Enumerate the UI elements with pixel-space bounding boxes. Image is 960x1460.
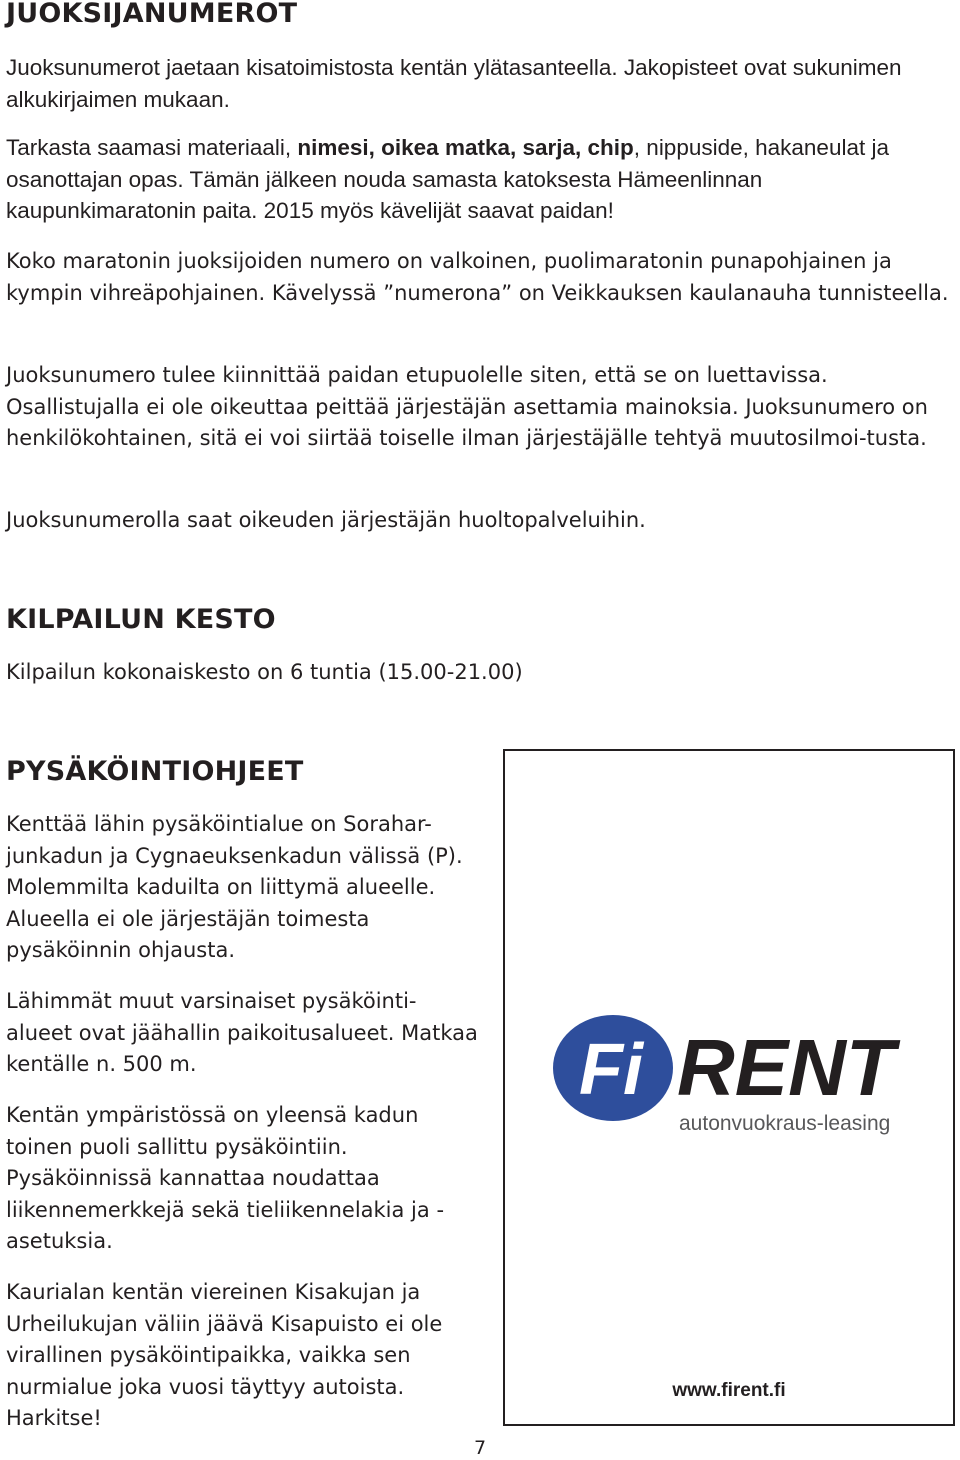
section-title-kilpailun-kesto: KILPAILUN KESTO — [6, 604, 276, 635]
paragraph-check-materials — [6, 132, 951, 227]
page-number: 7 — [474, 1437, 487, 1459]
firent-logo-tagline: autonvuokraus-leasing — [679, 1112, 891, 1135]
paragraph-check-materials-rest: , nippuside, hakaneulat ja osanottajan opas. Tämän jälkeen nouda samasta katoksesta Hämeenlinnan kaupunkimaratonin paita. 2015 myös kävelijät saavat paidan! — [6, 135, 889, 223]
firent-url: www.firent.fi — [672, 1380, 786, 1401]
paragraph-number-attachment: Juoksunumero tulee kiinnittää paidan etupuolelle siten, että se on luettavissa. Osallistujalla ei ole oikeuttaa peittää järjestäjän asettamia mainoksia. Juoksunumero on henkilökohtainen, sitä ei voi siirtää toiselle ilman järjestäjälle tehtyä muutosilmoi-tusta. — [6, 363, 928, 450]
paragraph-services: Juoksunumerolla saat oikeuden järjestäjän huoltopalveluihin. — [6, 508, 646, 532]
paragraph-parking-street: Kentän ympäristössä on yleensä kadun toinen puoli sallittu pysäköintiin. Pysäköinnissä kannattaa noudattaa liikennemerkkejä sekä tieliikennelakia ja -asetuksia. — [6, 1103, 445, 1253]
firent-logo — [553, 1013, 913, 1143]
firent-logo-mark: Fi — [579, 1030, 643, 1110]
paragraph-check-materials-intro: Tarkasta saamasi materiaali, — [6, 135, 292, 160]
paragraph-parking-nearest: Kenttää lähin pysäköintialue on Sorahar-junkadun ja Cygnaeuksenkadun välissä (P). Molemmilta kaduilta on liittymä alueelle. Alueella ei ole järjestäjän toimesta pysäköinnin ohjausta. — [6, 812, 463, 962]
paragraph-check-materials-bold: nimesi, oikea matka, sarja, chip — [297, 135, 634, 160]
firent-logo-word: RENT — [677, 1023, 895, 1112]
section-title-pysakointiohjeet: PYSÄKÖINTIOHJEET — [6, 756, 304, 787]
paragraph-duration: Kilpailun kokonaiskesto on 6 tuntia (15.00-21.00) — [6, 660, 523, 684]
paragraph-parking-other: Lähimmät muut varsinaiset pysäköinti-alueet ovat jäähallin paikoitusalueet. Matkaa kentälle n. 500 m. — [6, 989, 478, 1076]
advertisement-box — [503, 749, 955, 1426]
section-title-juoksijanumerot: JUOKSIJANUMEROT — [6, 0, 298, 29]
paragraph-number-colors: Koko maratonin juoksijoiden numero on valkoinen, puolimaratonin punapohjainen ja kympin vihreäpohjainen. Kävelyssä ”numerona” on Veikkauksen kaulanauha tunnisteella. — [6, 249, 949, 305]
paragraph-parking-kisapuisto: Kaurialan kentän viereinen Kisakujan ja Urheilukujan väliin jäävä Kisapuisto ei ole virallinen pysäköintipaikka, vaikka sen nurmialue joka vuosi täyttyy autoista. Harkitse! — [6, 1280, 443, 1430]
paragraph-number-distribution: Juoksunumerot jaetaan kisatoimistosta kentän ylätasanteella. Jakopisteet ovat sukunimen alkukirjaimen mukaan. — [6, 55, 902, 112]
